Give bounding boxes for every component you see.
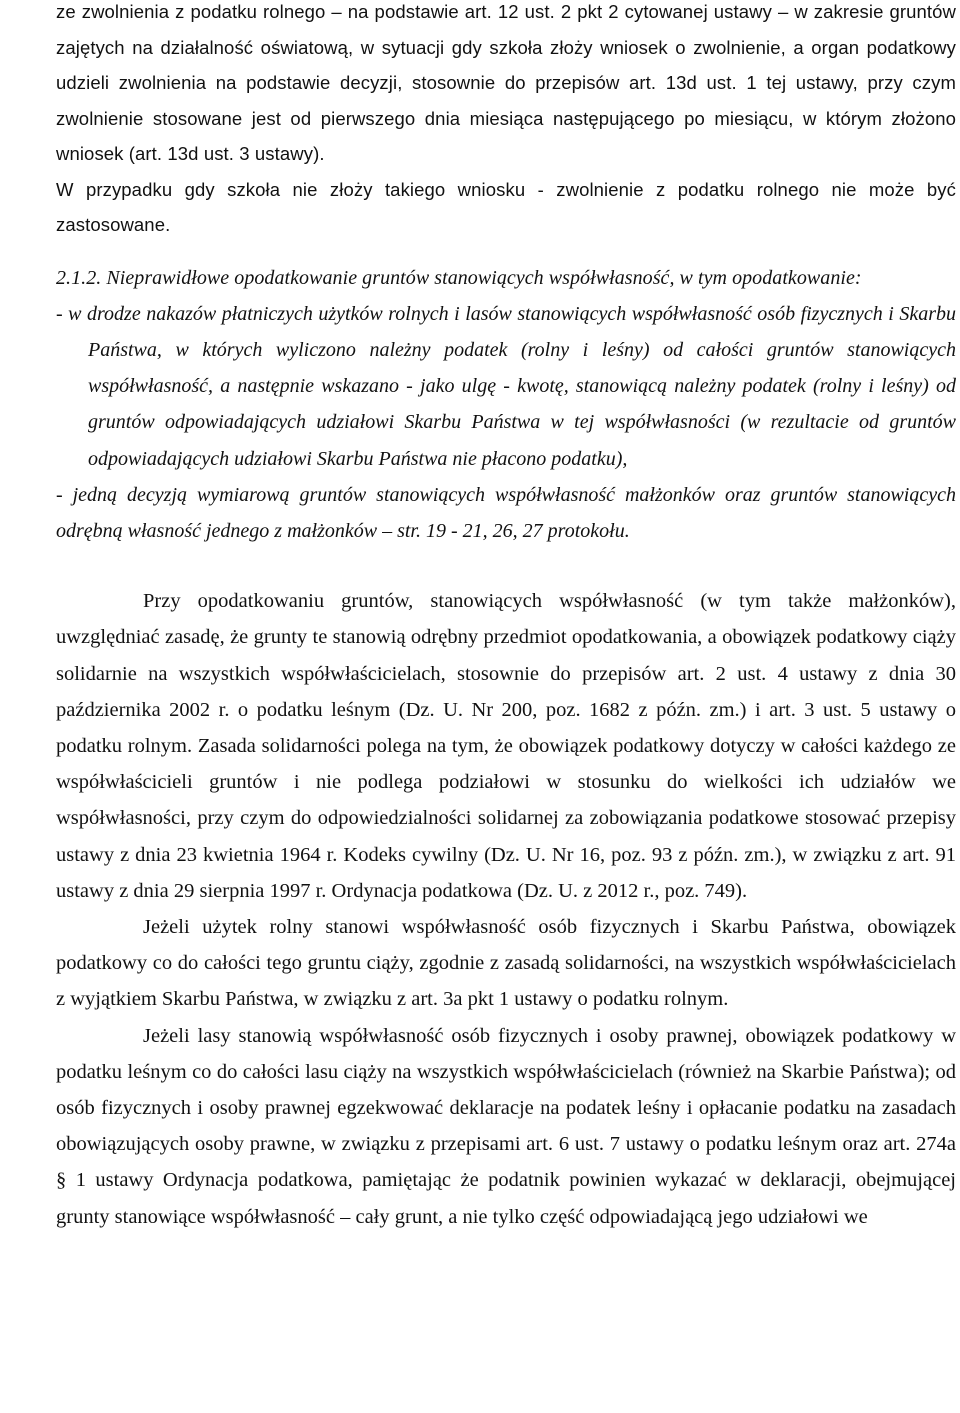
- list-item-payment-orders: - w drodze nakazów płatniczych użytków rolnych i lasów stanowiących współwłasność osób fizycznych i Skarbu Państwa, w których wyliczono należny podatek (rolny i leśny) od całości gruntów stanowiących współwłasność, a następnie wskazano - jako ulgę - kwotę, stanowiącą należny podatek (rolny i leśny) od gruntów odpowiadających udziałowi Skarbu Państwa w tej współwłasności (w rezultacie od gruntów odpowiadających udziałowi Skarbu Państwa nie płacono podatku),: [56, 302, 956, 470]
- paragraph-no-application: W przypadku gdy szkoła nie złoży takiego wniosku - zwolnienie z podatku rolnego nie może być zastosowane.: [56, 178, 956, 235]
- section-heading: 2.1.2. Nieprawidłowe opodatkowanie gruntów stanowiących współwłasność, w tym opodatkowanie:: [56, 266, 862, 289]
- paragraph-exemption-school: ze zwolnienia z podatku rolnego – na podstawie art. 12 ust. 2 pkt 2 cytowanej ustawy – w zakresie gruntów zajętych na działalność oświatową, w sytuacji gdy szkoła złoży wniosek o zwolnienie, a organ podatkowy udzieli zwolnienia na podstawie decyzji, stosownie do przepisów art. 13d ust. 1 tej ustawy, przy czym zwolnienie stosowane jest od pierwszego dnia miesiąca następującego po miesiącu, w którym złożono wniosek (art. 13d ust. 3 ustawy).: [56, 1, 956, 164]
- paragraph-co-ownership-principle: Przy opodatkowaniu gruntów, stanowiących współwłasność (w tym także małżonków), uwzględniać zasadę, że grunty te stanowią odrębny przedmiot opodatkowania, a obowiązek podatkowy ciąży solidarnie na wszystkich współwłaścicielach, stosownie do przepisów art. 2 ust. 4 ustawy z dnia 30 października 2002 r. o podatku leśnym (Dz. U. Nr 200, poz. 1682 z późn. zm.) i art. 3 ust. 5 ustawy o podatku rolnym. Zasada solidarności polega na tym, że obowiązek podatkowy dotyczy w całości każdego ze współwłaścicieli gruntów i nie podlega podziałowi w stosunku do wielkości ich udziałów we współwłasności, przy czym do odpowiedzialności solidarnej za zobowiązania podatkowe stosować przepisy ustawy z dnia 23 kwietnia 1964 r. Kodeks cywilny (Dz. U. Nr 16, poz. 93 z późn. zm.), w związku z art. 91 ustawy z dnia 29 sierpnia 1997 r. Ordynacja podatkowa (Dz. U. z 2012 r., poz. 749).: [56, 590, 956, 902]
- paragraph-forests: Jeżeli lasy stanowią współwłasność osób fizycznych i osoby prawnej, obowiązek podatkowy w podatku leśnym co do całości lasu ciąży na wszystkich współwłaścicielach (również na Skarbie Państwa); od osób fizycznych i osoby prawnej egzekwować deklaracje na podatek leśny i opłacanie podatku na zasadach obowiązujących osoby prawne, w związku z przepisami art. 6 ust. 7 ustawy o podatku leśnym oraz art. 274a § 1 ustawy Ordynacja podatkowa, pamiętając że podatnik powinien wykazać w deklaracji, obejmującej grunty stanowiące współwłasność – cały grunt, a nie tylko część odpowiadającą jego udziałowi we: [56, 1024, 956, 1228]
- top-paragraph: [56, 0, 956, 243]
- paragraph-agricultural-land: Jeżeli użytek rolny stanowi współwłasność osób fizycznych i Skarbu Państwa, obowiązek podatkowy co do całości tego gruntu ciąży, zgodnie z zasadą solidarności, na wszystkich współwłaścicielach z wyjątkiem Skarbu Państwa, w związku z art. 3a pkt 1 ustawy o podatku rolnym.: [56, 915, 956, 1011]
- body-text: [56, 583, 956, 1235]
- section-2-1-2: [56, 260, 956, 550]
- list-item-single-decision: - jedną decyzją wymiarową gruntów stanowiących współwłasność małżonków oraz gruntów stanowiących odrębną własność jednego z małżonków – str. 19 - 21, 26, 27 protokołu.: [56, 483, 956, 542]
- document-page: [56, 0, 956, 1235]
